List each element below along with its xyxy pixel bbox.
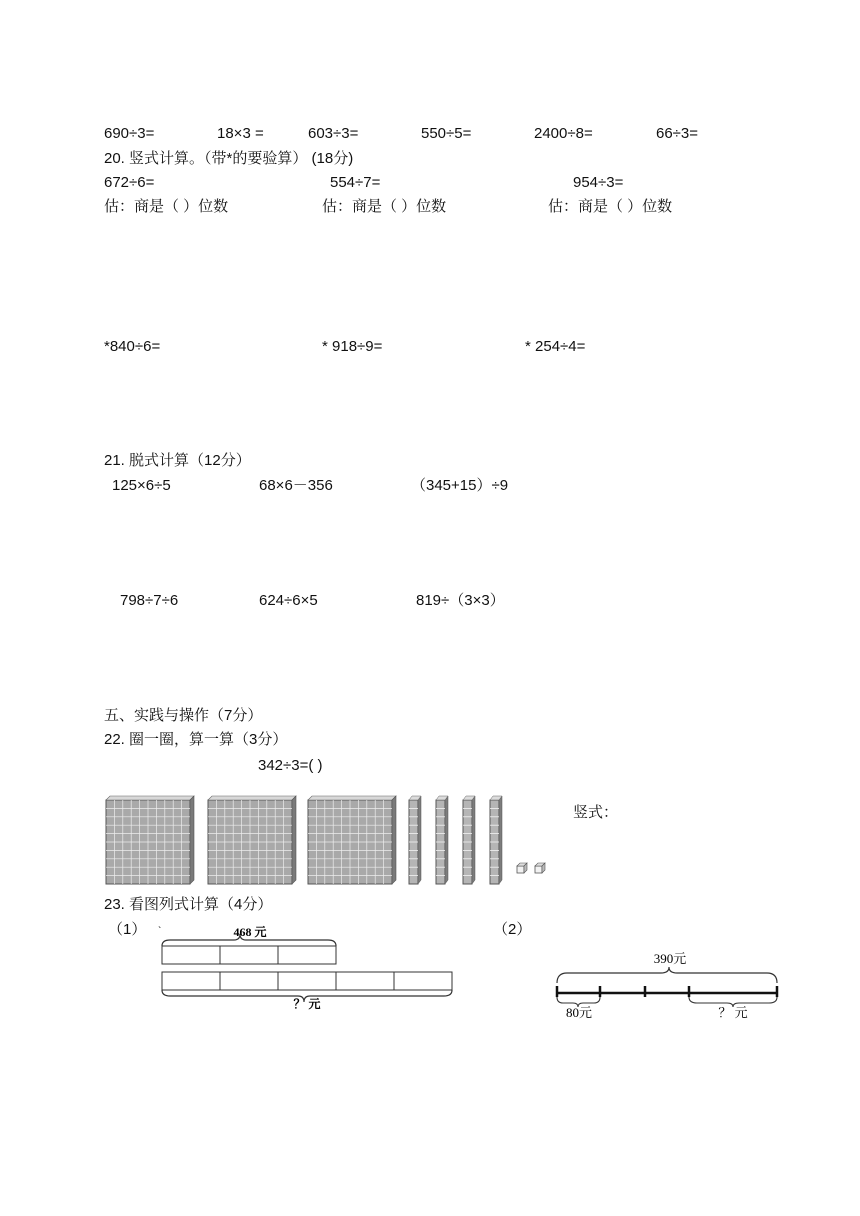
q23-title: 23. 看图列式计算（4分） [104, 896, 273, 913]
q21-row1-item-2: 68×6－356 [259, 477, 333, 494]
number-line [557, 986, 777, 997]
q20-row1-item-3: 954÷3= [573, 174, 624, 191]
q20-row1-item-2: 554÷7= [330, 174, 381, 191]
ten-rod [436, 796, 448, 884]
q22-vertical-label: 竖式： [573, 804, 619, 821]
q21-row2-item-2: 624÷6×5 [259, 592, 318, 609]
top-bar [162, 946, 336, 964]
q19-item-4: 550÷5= [421, 125, 472, 142]
top-brace [557, 967, 777, 983]
ten-rod [409, 796, 421, 884]
q19-item-6: 66÷3= [656, 125, 699, 142]
q20-estimate-1: 估：商是（ ）位数 [104, 198, 229, 215]
left-label: 80元 [565, 1005, 593, 1020]
hundred-flat [106, 796, 194, 884]
bottom-bar [162, 972, 452, 990]
q20-estimate-2: 估：商是（ ）位数 [322, 198, 447, 215]
q19-item-3: 603÷3= [308, 125, 359, 142]
q23-part2-diagram [545, 945, 790, 1025]
hundred-flat [208, 796, 296, 884]
total-label: 390元 [653, 951, 687, 966]
q21-row1-item-3: （345+15）÷9 [411, 477, 509, 494]
top-value-label: 468 元 [233, 925, 267, 939]
q20-estimate-3: 估：商是（ ）位数 [548, 198, 673, 215]
one-cube [517, 863, 527, 873]
q20-row1-item-1: 672÷6= [104, 174, 155, 191]
q20-row2-item-2: * 918÷9= [322, 338, 383, 355]
one-cube [535, 863, 545, 873]
q21-row1-item-1: 125×6÷5 [112, 477, 171, 494]
q19-item-1: 690÷3= [104, 125, 155, 142]
q20-title: 20. 竖式计算。（带*的要验算） (18分) [104, 150, 354, 167]
q19-item-2: 18×3 = [217, 125, 264, 142]
q20-row2-item-1: *840÷6= [104, 338, 161, 355]
q20-row2-item-3: * 254÷4= [525, 338, 586, 355]
base-ten-blocks [100, 790, 560, 890]
stray-mark: ` [158, 926, 162, 937]
ten-rod [490, 796, 502, 884]
q23-part2-label: （2） [493, 921, 532, 938]
q21-row2-item-3: 819÷（3×3） [416, 592, 505, 609]
bottom-value-label: ？ 元 [293, 997, 321, 1011]
q23-part1-label: （1） [108, 921, 147, 938]
q22-equation: 342÷3=( ) [258, 757, 323, 774]
q23-part1-diagram [150, 920, 470, 1020]
hundred-flat [308, 796, 396, 884]
q22-title: 22. 圈一圈，算一算（3分） [104, 731, 288, 748]
ten-rod [463, 796, 475, 884]
q19-item-5: 2400÷8= [534, 125, 593, 142]
right-label: ？ 元 [718, 1005, 748, 1020]
q21-row2-item-1: 798÷7÷6 [120, 592, 179, 609]
section5-title: 五、实践与操作（7分） [104, 707, 263, 724]
q21-title: 21. 脱式计算（12分） [104, 452, 251, 469]
